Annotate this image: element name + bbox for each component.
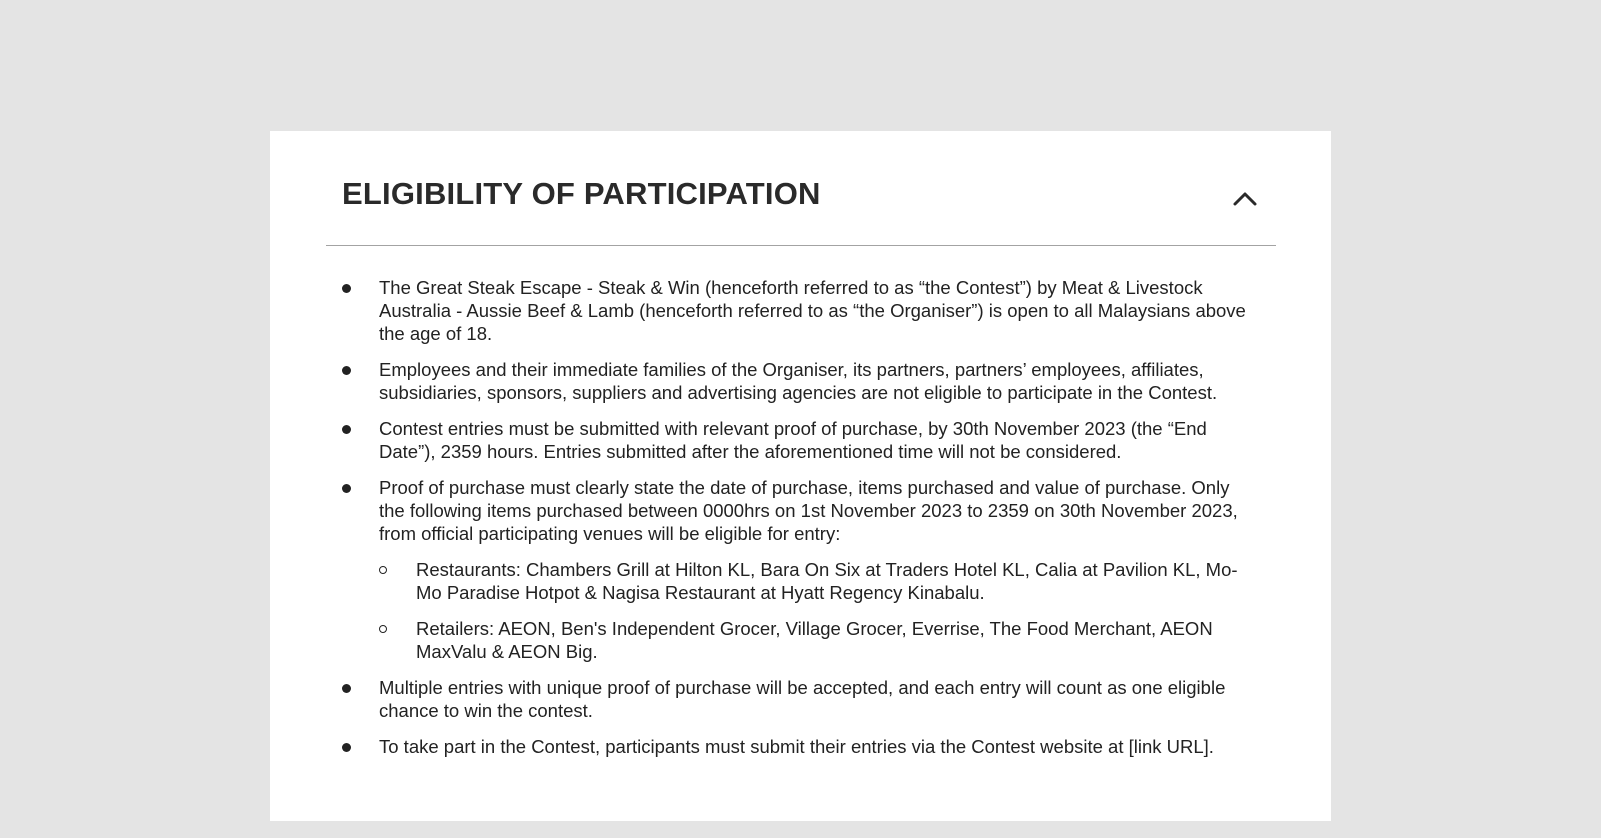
list-item-text: Contest entries must be submitted with relevant proof of purchase, by 30th November 2023 (the “End Date”), 2359 hours. Entries submitted after the aforementioned time will not be considered.: [379, 418, 1207, 462]
circle-bullet-icon: [379, 625, 387, 633]
circle-bullet-icon: [379, 566, 387, 574]
eligibility-panel: [270, 131, 1331, 821]
list-item: [342, 735, 1248, 758]
sub-list-item-text: Restaurants: Chambers Grill at Hilton KL, Bara On Six at Traders Hotel KL, Calia at Pavilion KL, Mo-Mo Paradise Hotpot & Nagisa Restaurant at Hyatt Regency Kinabalu.: [416, 559, 1238, 603]
list-item: [342, 676, 1248, 722]
bullet-icon: [342, 484, 351, 493]
list-item: [342, 358, 1248, 404]
sub-list-item-text: Retailers: AEON, Ben's Independent Grocer, Village Grocer, Everrise, The Food Merchant, AEON MaxValu & AEON Big.: [416, 618, 1213, 662]
list-item: [342, 276, 1248, 345]
bullet-icon: [342, 284, 351, 293]
list-item: [342, 417, 1248, 463]
section-title: ELIGIBILITY OF PARTICIPATION: [342, 176, 821, 211]
accordion-header[interactable]: [326, 131, 1276, 246]
chevron-up-icon[interactable]: [1232, 185, 1258, 211]
bullet-icon: [342, 684, 351, 693]
sub-list-item-retailers: [379, 617, 1248, 663]
list-item: [342, 476, 1248, 663]
list-item-text: Employees and their immediate families of the Organiser, its partners, partners’ employees, affiliates, subsidiaries, sponsors, suppliers and advertising agencies are not eligible to participate in the Contest.: [379, 359, 1218, 403]
section-content: [342, 276, 1248, 771]
bullet-icon: [342, 366, 351, 375]
venue-sublist: [379, 558, 1248, 663]
list-item-text: Proof of purchase must clearly state the date of purchase, items purchased and value of purchase. Only the following items purchased between 0000hrs on 1st November 2023 to 2359 on 30th November 2023, from official participating venues will be eligible for entry:: [379, 477, 1238, 544]
bullet-icon: [342, 425, 351, 434]
eligibility-list: [342, 276, 1248, 758]
chevron-up-icon-svg: [1232, 185, 1258, 211]
list-item-text: Multiple entries with unique proof of purchase will be accepted, and each entry will count as one eligible chance to win the contest.: [379, 677, 1226, 721]
sub-list-item-restaurants: [379, 558, 1248, 604]
list-item-text: To take part in the Contest, participants must submit their entries via the Contest website at [link URL].: [379, 736, 1214, 757]
list-item-text: The Great Steak Escape - Steak & Win (henceforth referred to as “the Contest”) by Meat & Livestock Australia - Aussie Beef & Lamb (henceforth referred to as “the Organiser”) is open to all Malaysians above the age of 18.: [379, 277, 1246, 344]
bullet-icon: [342, 743, 351, 752]
